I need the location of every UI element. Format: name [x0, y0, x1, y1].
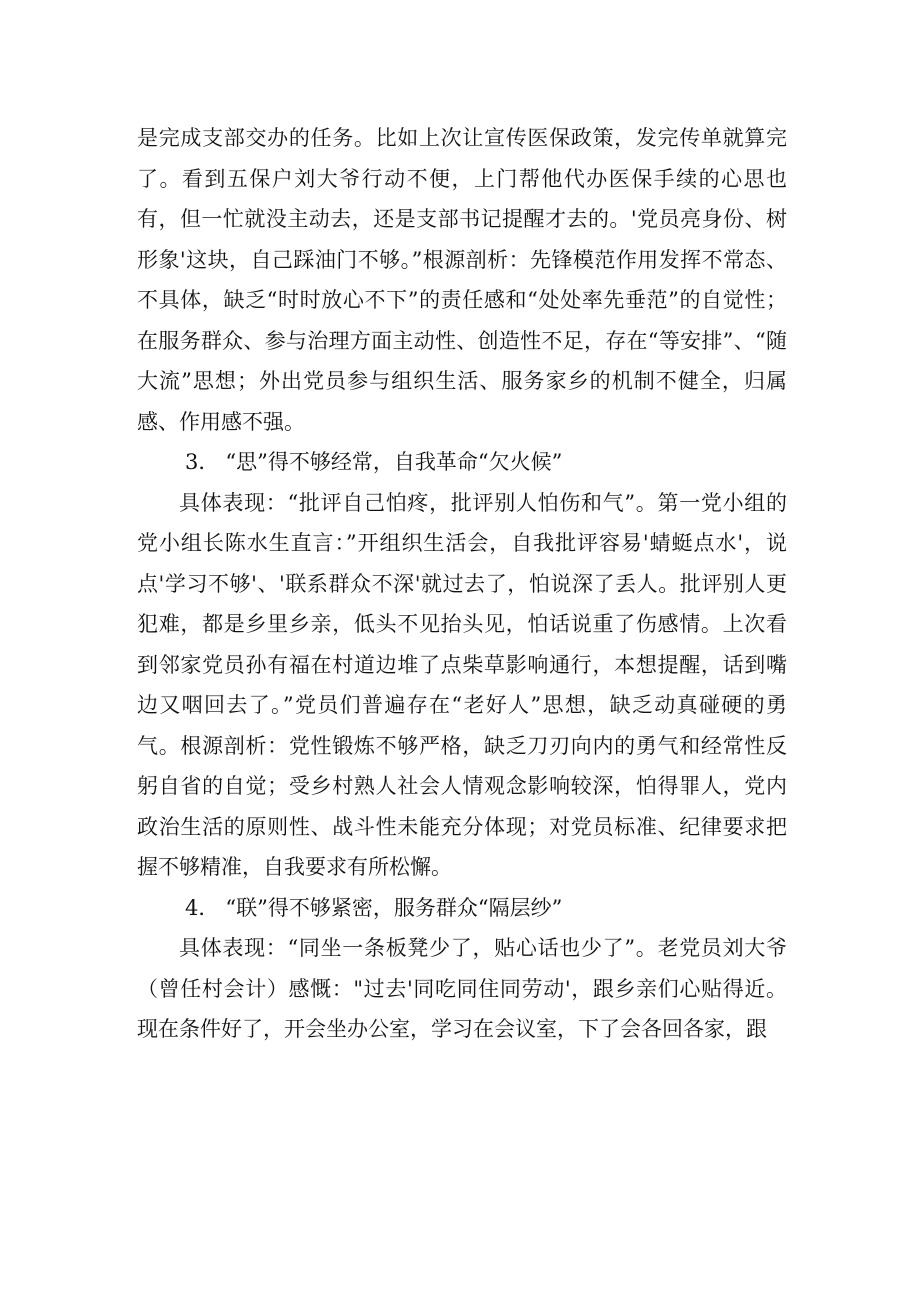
section-heading-text: “联”得不够紧密，服务群众“隔层纱”	[225, 895, 563, 920]
section-heading-text: “思”得不够经常，自我革命“欠火候”	[225, 450, 563, 474]
paragraph-section-4-body: 具体表现：“同坐一条板凳少了，贴心话也少了”。老党员刘大爷（曾任村会计）感慨："过去'同吃同住同劳动'，跟乡亲们心贴得近。现在条件好了，开会坐办公室，学习在会议室，下了会各回各家，跟	[137, 936, 787, 1041]
section-heading-4	[137, 888, 787, 929]
paragraph-continuation: 是完成支部交办的任务。比如上次让宣传医保政策，发完传单就算完了。看到五保户刘大爷行动不便，上门帮他代办医保手续的心思也有，但一忙就没主动去，还是支部书记提醒才去的。'党员亮身份、树形象'这块，自己踩油门不够。”根源剖析：先锋模范作用发挥不常态、不具体，缺乏“时时放心不下”的责任感和“处处率先垂范”的自觉性；在服务群众、参与治理方面主动性、创造性不足，存在“等安排”、“随大流”思想；外出党员参与组织生活、服务家乡的机制不健全，归属感、作用感不强。	[137, 126, 787, 434]
section-number: 4．	[185, 895, 220, 920]
section-number: 3．	[185, 450, 220, 474]
section-heading-3	[137, 442, 787, 483]
paragraph-section-3-body: 具体表现：“批评自己怕疼，批评别人怕伤和气”。第一党小组的党小组长陈水生直言：”开组织生活会，自我批评容易'蜻蜓点水'，说点'学习不够'、'联系群众不深'就过去了，怕说深了丢人。批评别人更犯难，都是乡里乡亲，低头不见抬头见，怕话说重了伤感情。上次看到邻家党员孙有福在村道边堆了点柴草影响通行，本想提醒，话到嘴边又咽回去了。”党员们普遍存在“老好人”思想，缺乏动真碰硬的勇气。根源剖析：党性锻炼不够严格，缺乏刀刃向内的勇气和经常性反躬自省的自觉；受乡村熟人社会人情观念影响较深，怕得罪人，党内政治生活的原则性、战斗性未能充分体现；对党员标准、纪律要求把握不够精准，自我要求有所松懈。	[137, 490, 787, 879]
document-body	[137, 118, 787, 1050]
